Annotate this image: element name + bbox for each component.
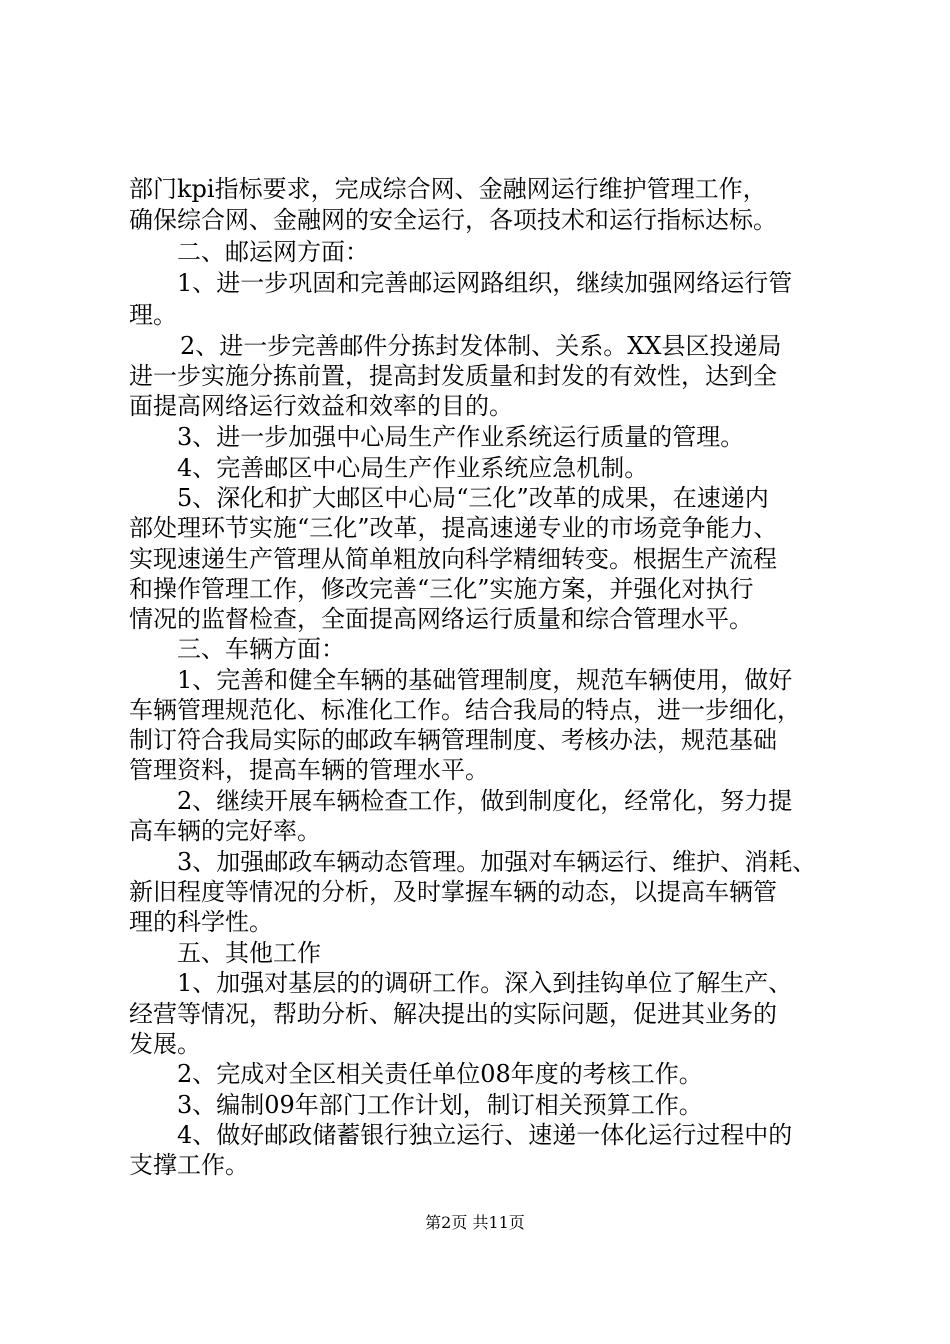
text-line: 确保综合网、金融网的安全运行，各项技术和运行指标达标。 [129, 206, 777, 234]
text-line: 3、编制09年部门工作计划，制订相关预算工作。 [177, 1091, 703, 1119]
text-line: 2、进一步完善邮件分拣封发体制、关系。XX县区投递局 [180, 332, 782, 360]
text-line: 面提高网络运行效益和效率的目的。 [129, 392, 513, 420]
text-line: 5、深化和扩大邮区中心局“三化”改革的成果，在速递内 [177, 484, 769, 512]
text-line: 车辆管理规范化、标准化工作。结合我局的特点，进一步细化， [129, 696, 801, 724]
text-line: 和操作管理工作，修改完善“三化”实施方案，并强化对执行 [129, 575, 754, 603]
text-line: 2、继续开展车辆检查工作，做到制度化，经常化，努力提 [177, 787, 793, 815]
text-line: 3、进一步加强中心局生产作业系统运行质量的管理。 [177, 423, 745, 451]
text-line: 实现速递生产管理从简单粗放向科学精细转变。根据生产流程 [129, 545, 777, 573]
text-line: 1、完善和健全车辆的基础管理制度，规范车辆使用，做好 [177, 666, 793, 694]
section-heading: 三、车辆方面： [177, 635, 345, 663]
page-number-footer: 第2页 共11页 [425, 1213, 525, 1232]
text-line: 制订符合我局实际的邮政车辆管理制度、考核办法，规范基础 [129, 726, 777, 754]
text-line: 4、完善邮区中心局生产作业系统应急机制。 [177, 454, 649, 482]
text-line: 发展。 [129, 1030, 201, 1058]
text-line: 进一步实施分拣前置，提高封发质量和封发的有效性，达到全 [129, 362, 777, 390]
text-line: 理的科学性。 [129, 908, 273, 936]
text-line: 管理资料，提高车辆的管理水平。 [129, 756, 489, 784]
text-line: 部门kpi指标要求，完成综合网、金融网运行维护管理工作， [129, 175, 767, 203]
text-line: 1、加强对基层的的调研工作。深入到挂钩单位了解生产、 [177, 969, 793, 997]
text-line: 新旧程度等情况的分析，及时掌握车辆的动态，以提高车辆管 [129, 878, 777, 906]
text-line: 4、做好邮政储蓄银行独立运行、速递一体化运行过程中的 [177, 1121, 793, 1149]
text-line: 高车辆的完好率。 [129, 817, 321, 845]
text-line: 3、加强邮政车辆动态管理。加强对车辆运行、维护、消耗、 [177, 848, 817, 876]
section-heading: 二、邮运网方面： [177, 238, 369, 266]
text-line: 支撑工作。 [129, 1151, 249, 1179]
section-heading: 五、其他工作 [177, 939, 321, 967]
text-line: 情况的监督检查，全面提高网络运行质量和综合管理水平。 [129, 605, 753, 633]
text-line: 经营等情况，帮助分析、解决提出的实际问题，促进其业务的 [129, 1000, 777, 1028]
text-line: 理。 [129, 301, 177, 329]
text-line: 部处理环节实施“三化”改革，提高速递专业的市场竞争能力、 [129, 514, 778, 542]
text-line: 2、完成对全区相关责任单位08年度的考核工作。 [177, 1060, 703, 1088]
text-line: 1、进一步巩固和完善邮运网路组织，继续加强网络运行管 [177, 269, 793, 297]
